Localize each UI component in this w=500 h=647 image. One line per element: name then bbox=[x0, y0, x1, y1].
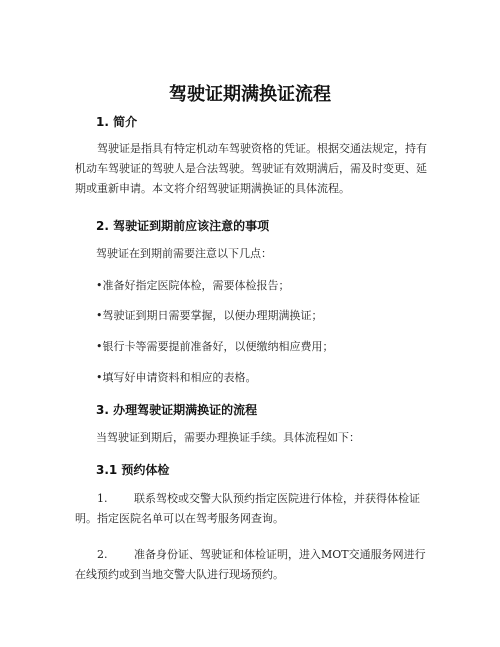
list-item: •驾驶证到期日需要掌握，以便办理期满换证； bbox=[96, 309, 323, 322]
section-1-paragraph: 驾驶证是指具有特定机动车驾驶资格的凭证。根据交通法规定，持有机动车驾驶证的驾驶人是合法驾驶。驾驶证有效期满后，需及时变更、延期或重新申请。本文将介绍驾驶证期满换证的具体流程。 bbox=[75, 142, 427, 195]
subsection-3-1-heading: 3.1 预约体检 bbox=[96, 463, 170, 477]
numbered-step bbox=[75, 545, 427, 585]
section-3-intro: 当驾驶证到期后，需要办理换证手续。具体流程如下： bbox=[96, 431, 360, 444]
list-item: •准备好指定医院体检，需要体检报告； bbox=[96, 279, 290, 292]
step-text: 联系驾校或交警大队预约指定医院进行体检，并获得体检证明。指定医院名单可以在驾考服务网查询。 bbox=[75, 492, 420, 525]
list-item: •填写好申请资料和相应的表格。 bbox=[96, 371, 257, 384]
section-1-heading: 1. 简介 bbox=[96, 115, 138, 129]
section-2-heading: 2. 驾驶证到期前应该注意的事项 bbox=[96, 219, 270, 233]
step-number: 1. bbox=[97, 492, 108, 505]
numbered-step bbox=[75, 489, 427, 529]
step-number: 2. bbox=[97, 548, 108, 561]
list-item: •银行卡等需要提前准备好，以便缴纳相应费用； bbox=[96, 340, 334, 353]
step-text: 准备身份证、驾驶证和体检证明，进入MOT交通服务网进行在线预约或到当地交警大队进行现场预约。 bbox=[75, 548, 426, 581]
document-title: 驾驶证期满换证流程 bbox=[169, 84, 331, 105]
section-2-intro: 驾驶证在到期前需要注意以下几点： bbox=[96, 247, 272, 260]
section-3-heading: 3. 办理驾驶证期满换证的流程 bbox=[96, 403, 258, 417]
